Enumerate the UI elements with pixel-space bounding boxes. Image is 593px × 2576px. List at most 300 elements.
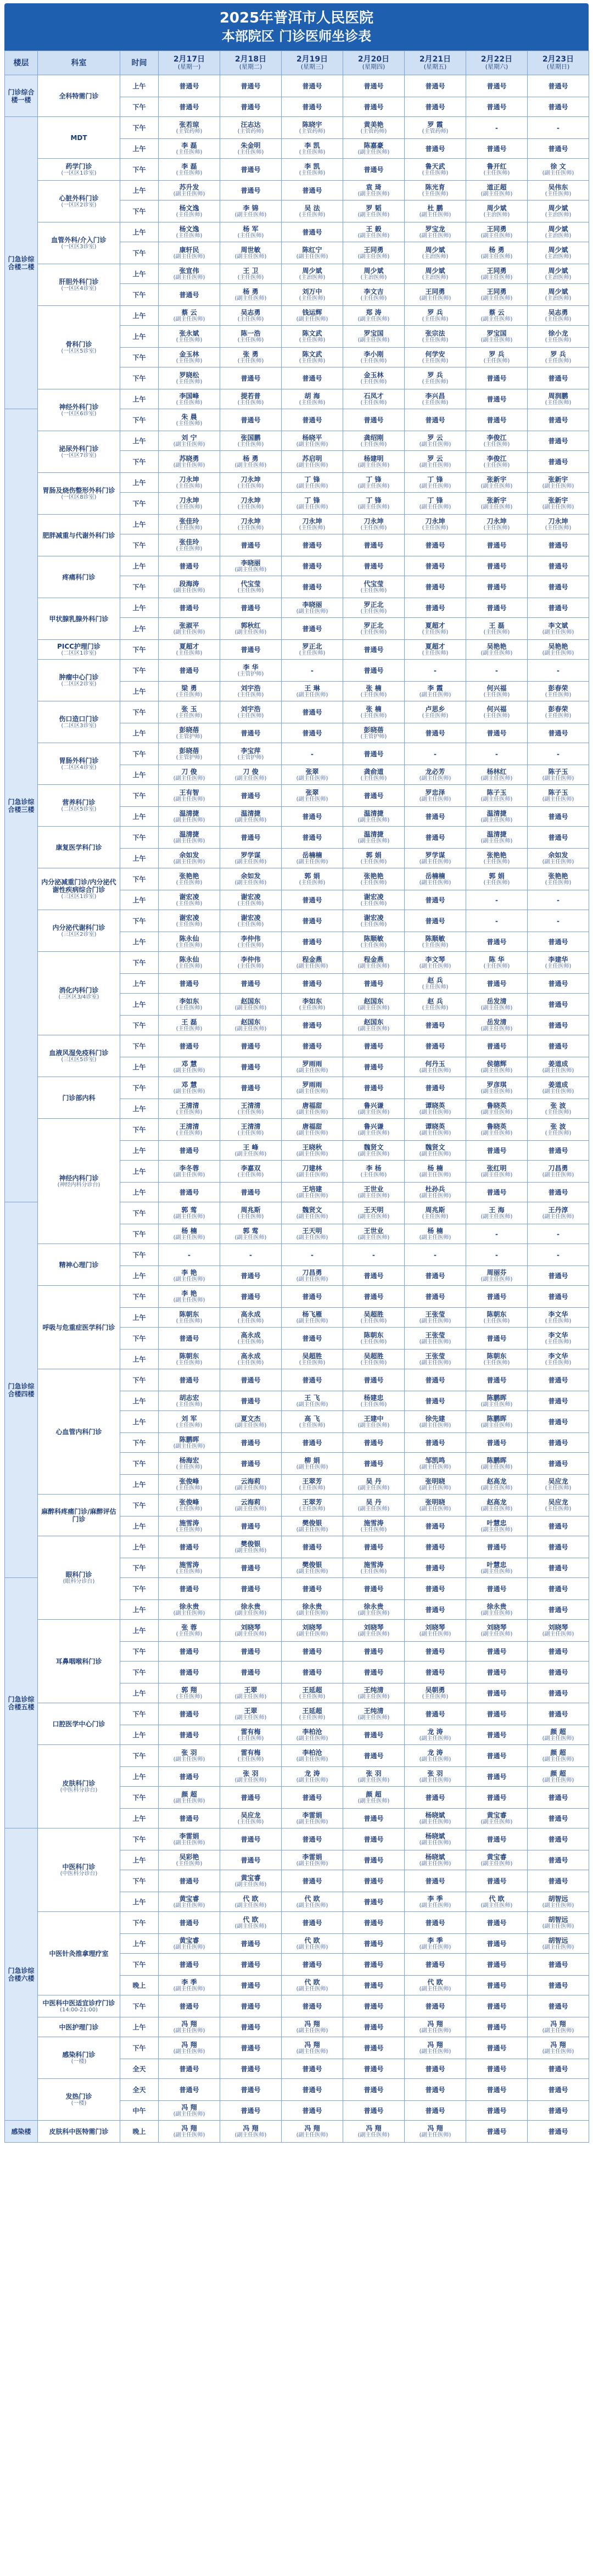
doctor-title: (主任医师): [360, 1318, 387, 1324]
doctor-name: 李仲伟: [240, 934, 261, 943]
doctor-title: (主任医师): [237, 1109, 264, 1116]
doctor-title: (副主任医师): [480, 1109, 513, 1116]
doctor-name: 刘晓琴: [240, 1623, 261, 1631]
session-time: 全天: [120, 2059, 159, 2079]
schedule-cell: [528, 1141, 589, 1161]
doctor-title: (副主任医师): [419, 858, 451, 865]
doctor-name: 杜 鹏: [427, 204, 443, 212]
department-location: (三区区1诊室): [61, 893, 97, 900]
doctor-title: (副主任医师): [296, 1464, 328, 1470]
doctor-name: 鲁兴谦: [363, 1101, 384, 1109]
general-slot: 普通号: [363, 1668, 384, 1676]
doctor-title: (主任医师): [299, 358, 326, 364]
general-slot: 普通号: [240, 1522, 261, 1530]
doctor-name: 周兆斯: [425, 1206, 445, 1214]
doctor-title: (主任医师): [176, 483, 203, 489]
empty-slot: -: [557, 1251, 560, 1259]
doctor-title: (副主任医师): [419, 1777, 451, 1783]
doctor-title: (主任医师): [422, 316, 449, 322]
department-name: 心脏外科门诊: [59, 194, 99, 202]
general-slot: 普通号: [240, 1939, 261, 1948]
general-slot: 普通号: [486, 1960, 507, 1969]
session-time: 上午: [120, 181, 159, 200]
schedule-cell: [405, 493, 466, 515]
schedule-cell: [282, 1202, 343, 1224]
department-cell: [38, 117, 120, 159]
schedule-cell: [159, 785, 220, 807]
doctor-name: 周少斌: [548, 246, 568, 254]
general-slot: 普通号: [302, 938, 322, 946]
doctor-name: 陈朝东: [486, 1352, 507, 1360]
doctor-name: 杨建忠: [363, 1393, 384, 1402]
doctor-title: (副主任医师): [419, 775, 451, 782]
doctor-title: (主任医师): [237, 358, 264, 364]
doctor-name: 王同勇: [486, 287, 507, 295]
doctor-title: (主任医师): [545, 1318, 572, 1324]
schedule-cell: [159, 1642, 220, 1661]
schedule-cell: [220, 1516, 282, 1536]
schedule-cell: [528, 576, 589, 598]
doctor-name: 刀永坤: [179, 496, 199, 504]
schedule-cell: [159, 556, 220, 576]
schedule-cell: [220, 348, 282, 367]
doctor-title: (主任医师): [483, 1359, 510, 1366]
schedule-cell: [528, 1767, 589, 1787]
doctor-title: (副主任医师): [173, 1443, 205, 1449]
empty-slot: -: [557, 917, 560, 925]
doctor-title: (副主任医师): [542, 629, 574, 635]
schedule-cell: [528, 389, 589, 409]
table-row: [5, 868, 589, 890]
schedule-cell: [282, 952, 343, 974]
schedule-cell: [466, 827, 528, 849]
schedule-cell: [466, 1475, 528, 1495]
doctor-name: 胡智远: [548, 1915, 568, 1923]
doctor-name: 张国鹏: [240, 433, 261, 442]
schedule-cell: [405, 660, 466, 682]
schedule-cell: [220, 1475, 282, 1495]
general-slot: 普通号: [486, 2002, 507, 2010]
session-time: 上午: [120, 264, 159, 284]
session-time: 上午: [120, 932, 159, 952]
doctor-title: (副主任医师): [419, 2048, 451, 2055]
empty-slot: -: [434, 666, 437, 674]
general-slot: 普通号: [179, 1585, 199, 1593]
doctor-title: (主任医师): [176, 545, 203, 552]
doctor-name: 王翠芳: [302, 1477, 322, 1485]
schedule-cell: [220, 2037, 282, 2059]
doctor-name: 李柏沧: [302, 1748, 322, 1757]
schedule-cell: [405, 75, 466, 97]
schedule-cell: [343, 1870, 405, 1892]
schedule-cell: [343, 1224, 405, 1244]
header-building: 楼层: [5, 51, 38, 75]
session-time: 上午: [120, 849, 159, 868]
schedule-cell: [405, 409, 466, 431]
schedule-cell: [528, 1558, 589, 1578]
schedule-cell: [282, 326, 343, 348]
schedule-cell: [220, 264, 282, 284]
doctor-name: 罗正北: [302, 642, 322, 650]
department-name: MDT: [70, 133, 87, 142]
doctor-name: 道正超: [486, 183, 507, 191]
doctor-title: (副主任医师): [296, 1568, 328, 1575]
doctor-name: 吴彩艳: [179, 1853, 199, 1861]
doctor-title: (主任医师): [237, 274, 264, 281]
schedule-cell: [282, 1411, 343, 1433]
doctor-title: (副主任医师): [542, 1088, 574, 1095]
doctor-title: (主任医师): [237, 1318, 264, 1324]
doctor-name: 杨 勇: [489, 246, 505, 254]
table-row: [5, 640, 589, 660]
doctor-name: 叶慧忠: [486, 1560, 507, 1569]
schedule-cell: [405, 200, 466, 222]
doctor-name: 冯 翔: [550, 2020, 566, 2028]
general-slot: 普通号: [240, 1793, 261, 1802]
doctor-name: 鲁开红: [486, 162, 507, 170]
schedule-cell: [405, 284, 466, 306]
schedule-cell: [159, 1912, 220, 1934]
doctor-title: (副主任医师): [542, 2027, 574, 2034]
department-name: 皮肤科门诊: [62, 1779, 96, 1787]
schedule-cell: [220, 200, 282, 222]
doctor-title: (副主任医师): [234, 1902, 267, 1909]
schedule-cell: [528, 181, 589, 200]
schedule-cell: [405, 1057, 466, 1077]
doctor-title: (副主任医师): [357, 191, 390, 197]
session-time: 上午: [120, 431, 159, 451]
schedule-cell: [528, 409, 589, 431]
table-row: [5, 222, 589, 242]
doctor-name: 陈顺敏: [425, 934, 445, 943]
general-slot: 普通号: [548, 82, 568, 90]
doctor-title: (主任医师): [545, 692, 572, 698]
doctor-title: (副主任医师): [234, 1610, 267, 1616]
department-name: 消化内科门诊: [59, 986, 99, 994]
general-slot: 普通号: [425, 917, 445, 925]
schedule-cell: [220, 284, 282, 306]
schedule-cell: [220, 1870, 282, 1892]
session-time: 上午: [120, 1057, 159, 1077]
doctor-name: 杨海宏: [179, 1456, 199, 1464]
department-cell: [38, 75, 120, 117]
session-time: 下午: [120, 1995, 159, 2017]
header-day-weekday: (星期六): [485, 63, 508, 70]
general-slot: 普通号: [179, 291, 199, 299]
doctor-name: 朱 晨: [181, 412, 197, 421]
schedule-cell: [466, 1433, 528, 1453]
general-slot: 普通号: [486, 374, 507, 382]
schedule-cell: [466, 1516, 528, 1536]
schedule-cell: [528, 765, 589, 785]
session-time: 上午: [120, 1516, 159, 1536]
doctor-title: (主任医师): [176, 378, 203, 385]
general-slot: 普通号: [486, 82, 507, 90]
general-slot: 普通号: [302, 416, 322, 424]
doctor-name: 张艳艳: [363, 872, 384, 880]
department-name: 内分泌代谢科门诊: [52, 923, 105, 932]
general-slot: 普通号: [425, 1397, 445, 1405]
doctor-title: (副主任医师): [173, 1610, 205, 1616]
department-cell: [38, 598, 120, 640]
general-slot: 普通号: [240, 82, 261, 90]
department-location: (眼科分诊台): [63, 1578, 95, 1585]
schedule-cell: [343, 1995, 405, 2017]
doctor-name: 陈朝东: [179, 1310, 199, 1318]
general-slot: 普通号: [363, 1939, 384, 1948]
schedule-cell: [466, 1224, 528, 1244]
general-slot: 普通号: [302, 583, 322, 591]
general-slot: 普通号: [240, 1585, 261, 1593]
doctor-name: 张艳艳: [548, 872, 568, 880]
schedule-cell: [405, 1620, 466, 1642]
doctor-title: (副主任医师): [173, 462, 205, 469]
schedule-cell: [159, 200, 220, 222]
department-cell: [38, 1077, 120, 1119]
general-slot: 普通号: [240, 1188, 261, 1196]
doctor-title: (主任医师): [360, 879, 387, 886]
schedule-cell: [220, 1642, 282, 1661]
doctor-name: 代 欧: [304, 1978, 320, 1986]
doctor-name: 何兴福: [486, 684, 507, 692]
department-cell: [38, 306, 120, 389]
schedule-cell: [159, 890, 220, 910]
doctor-title: (主任医师): [299, 879, 326, 886]
doctor-title: (副主任医师): [357, 1005, 390, 1011]
schedule-cell: [466, 2059, 528, 2079]
doctor-name: 郭 翔: [181, 1686, 197, 1694]
general-slot: 普通号: [179, 1960, 199, 1969]
session-time: 上午: [120, 2017, 159, 2037]
general-slot: 普通号: [240, 2002, 261, 2010]
doctor-name: 陈朝东: [363, 1331, 384, 1339]
doctor-title: (主任医师): [483, 879, 510, 886]
schedule-cell: [343, 1976, 405, 1995]
doctor-name: 高 飞: [304, 1414, 320, 1423]
schedule-cell: [343, 97, 405, 117]
general-slot: 普通号: [179, 979, 199, 988]
doctor-name: 张俊峰: [179, 1477, 199, 1485]
department-name: 肝胆外科门诊: [59, 277, 99, 286]
schedule-cell: [528, 1328, 589, 1350]
general-slot: 普通号: [302, 1021, 322, 1029]
doctor-title: (主任医师): [237, 399, 264, 406]
session-time: 下午: [120, 200, 159, 222]
table-row: [5, 556, 589, 576]
department-cell: [38, 660, 120, 701]
doctor-title: (主任医师): [360, 1359, 387, 1366]
doctor-name: 罗 兵: [427, 371, 443, 379]
schedule-header: [4, 3, 589, 51]
schedule-cell: [528, 451, 589, 473]
session-time: 下午: [120, 1912, 159, 1934]
doctor-name: 刘宇浩: [240, 684, 261, 692]
doctor-title: (主任医师): [176, 1693, 203, 1700]
doctor-title: (主任医师): [299, 1485, 326, 1491]
doctor-title: (副主任医师): [419, 483, 451, 489]
department-location: (二区区5诊室): [61, 806, 97, 812]
doctor-name: 周世敏: [240, 246, 261, 254]
doctor-title: (副主任医师): [296, 775, 328, 782]
doctor-name: 鲁晓英: [486, 1101, 507, 1109]
doctor-title: (副主任医师): [542, 483, 574, 489]
doctor-name: 程金燕: [363, 955, 384, 963]
doctor-name: 罗雨雨: [302, 1060, 322, 1068]
schedule-cell: [343, 409, 405, 431]
schedule-cell: [159, 868, 220, 890]
schedule-cell: [220, 1183, 282, 1202]
schedule-cell: [220, 242, 282, 264]
schedule-cell: [159, 827, 220, 849]
doctor-title: (主任医师): [176, 963, 203, 969]
schedule-cell: [159, 159, 220, 181]
general-slot: 普通号: [240, 1647, 261, 1655]
department-name: 肿瘤中心门诊: [59, 673, 99, 681]
doctor-name: 冯 翔: [550, 2040, 566, 2049]
doctor-title: (副主任医师): [480, 1506, 513, 1512]
doctor-title: (副主任医师): [419, 1756, 451, 1763]
schedule-cell: [159, 1828, 220, 1850]
general-slot: 普通号: [486, 2086, 507, 2094]
session-time: 上午: [120, 1809, 159, 1828]
doctor-name: 罗 兵: [550, 350, 566, 358]
session-time: 下午: [120, 576, 159, 598]
general-slot: 普通号: [302, 708, 322, 716]
general-slot: 普通号: [179, 1647, 199, 1655]
schedule-cell: [466, 159, 528, 181]
doctor-title: (副主任医师): [296, 2048, 328, 2055]
doctor-name: 张新宇: [548, 475, 568, 483]
schedule-cell: [528, 618, 589, 640]
schedule-cell: [405, 1141, 466, 1161]
schedule-cell: [405, 1954, 466, 1976]
doctor-title: (主治医师): [422, 253, 449, 260]
department-location: (一区区6诊室): [61, 410, 97, 417]
department-name: 精神心理门诊: [59, 1261, 99, 1269]
schedule-cell: [159, 932, 220, 952]
doctor-title: (副主任医师): [542, 796, 574, 802]
doctor-title: (主任医师): [545, 879, 572, 886]
doctor-title: (主任医师): [176, 650, 203, 656]
doctor-name: 丁 锋: [304, 475, 320, 483]
doctor-title: (副主任医师): [419, 1339, 451, 1345]
schedule-cell: [343, 952, 405, 974]
doctor-title: (副主任医师): [419, 1359, 451, 1366]
doctor-name: 陈子玉: [548, 767, 568, 776]
doctor-name: 张 波: [550, 1122, 566, 1130]
schedule-cell: [343, 932, 405, 952]
schedule-cell: [466, 1286, 528, 1308]
schedule-cell: [220, 1350, 282, 1369]
schedule-cell: [405, 1202, 466, 1224]
schedule-cell: [220, 1954, 282, 1976]
schedule-cell: [220, 1787, 282, 1809]
schedule-cell: [343, 1892, 405, 1912]
doctor-title: (副主任医师): [173, 775, 205, 782]
general-slot: 普通号: [363, 666, 384, 674]
general-slot: 普通号: [363, 2044, 384, 2052]
schedule-cell: [343, 807, 405, 827]
schedule-cell: [220, 974, 282, 994]
doctor-title: (副主任医师): [480, 1568, 513, 1575]
doctor-name: 叶慧忠: [486, 1519, 507, 1527]
doctor-name: 代宝莹: [240, 579, 261, 588]
schedule-cell: [282, 1850, 343, 1870]
schedule-cell: [282, 910, 343, 932]
general-slot: 普通号: [548, 979, 568, 988]
schedule-cell: [159, 1703, 220, 1725]
doctor-name: 李 杨: [366, 1164, 382, 1172]
general-slot: 普通号: [179, 1814, 199, 1822]
doctor-title: (主任医师): [237, 1130, 264, 1136]
doctor-name: 陈鹏晖: [486, 1456, 507, 1464]
schedule-cell: [220, 389, 282, 409]
doctor-name: 刀永坤: [548, 517, 568, 525]
schedule-cell: [159, 473, 220, 493]
session-time: 下午: [120, 743, 159, 765]
schedule-cell: [343, 2037, 405, 2059]
department-location: (中医科分诊台): [60, 1787, 98, 1793]
doctor-name: 陈鹏晖: [486, 1414, 507, 1423]
doctor-title: (副主任医师): [173, 1756, 205, 1763]
schedule-cell: [220, 1119, 282, 1141]
schedule-cell: [343, 682, 405, 701]
schedule-cell: [528, 515, 589, 534]
doctor-title: (主任医师): [422, 984, 449, 990]
schedule-cell: [343, 264, 405, 284]
department-location: (一区区2诊室): [61, 202, 97, 208]
table-row: [5, 1620, 589, 1642]
doctor-name: 龙必芳: [425, 767, 445, 776]
schedule-cell: [343, 117, 405, 139]
doctor-title: (副主任医师): [357, 1422, 390, 1429]
doctor-title: (副主任医师): [234, 858, 267, 865]
doctor-name: 金玉林: [179, 350, 199, 358]
doctor-title: (副主任医师): [542, 1631, 574, 1637]
general-slot: 普通号: [179, 1376, 199, 1384]
doctor-title: (副主任医师): [296, 963, 328, 969]
doctor-name: 侯德辉: [486, 1060, 507, 1068]
doctor-name: 罗正北: [363, 621, 384, 629]
doctor-name: 张若琼: [179, 120, 199, 129]
schedule-cell: [282, 576, 343, 598]
doctor-name: 张佳玲: [179, 538, 199, 546]
doctor-title: (副主任医师): [296, 316, 328, 322]
doctor-title: (主任医师): [483, 629, 510, 635]
schedule-cell: [159, 1934, 220, 1954]
doctor-title: (副主任医师): [357, 1213, 390, 1220]
schedule-cell: [282, 765, 343, 785]
schedule-cell: [405, 367, 466, 389]
doctor-title: (主任医师): [360, 295, 387, 302]
schedule-cell: [159, 1453, 220, 1475]
schedule-cell: [220, 534, 282, 556]
schedule-cell: [159, 1099, 220, 1119]
doctor-name: 程金燕: [302, 955, 322, 963]
schedule-cell: [159, 1558, 220, 1578]
schedule-cell: [220, 2017, 282, 2037]
doctor-title: (主任医师): [422, 191, 449, 197]
schedule-cell: [528, 1183, 589, 1202]
schedule-cell: [343, 159, 405, 181]
doctor-name: 王同勇: [486, 266, 507, 275]
doctor-name: 陈顺敏: [363, 934, 384, 943]
doctor-name: 李仲伟: [240, 955, 261, 963]
schedule-cell: [466, 2101, 528, 2121]
general-slot: 普通号: [548, 1793, 568, 1802]
general-slot: 普通号: [486, 1919, 507, 1927]
doctor-name: 云海莉: [240, 1498, 261, 1506]
